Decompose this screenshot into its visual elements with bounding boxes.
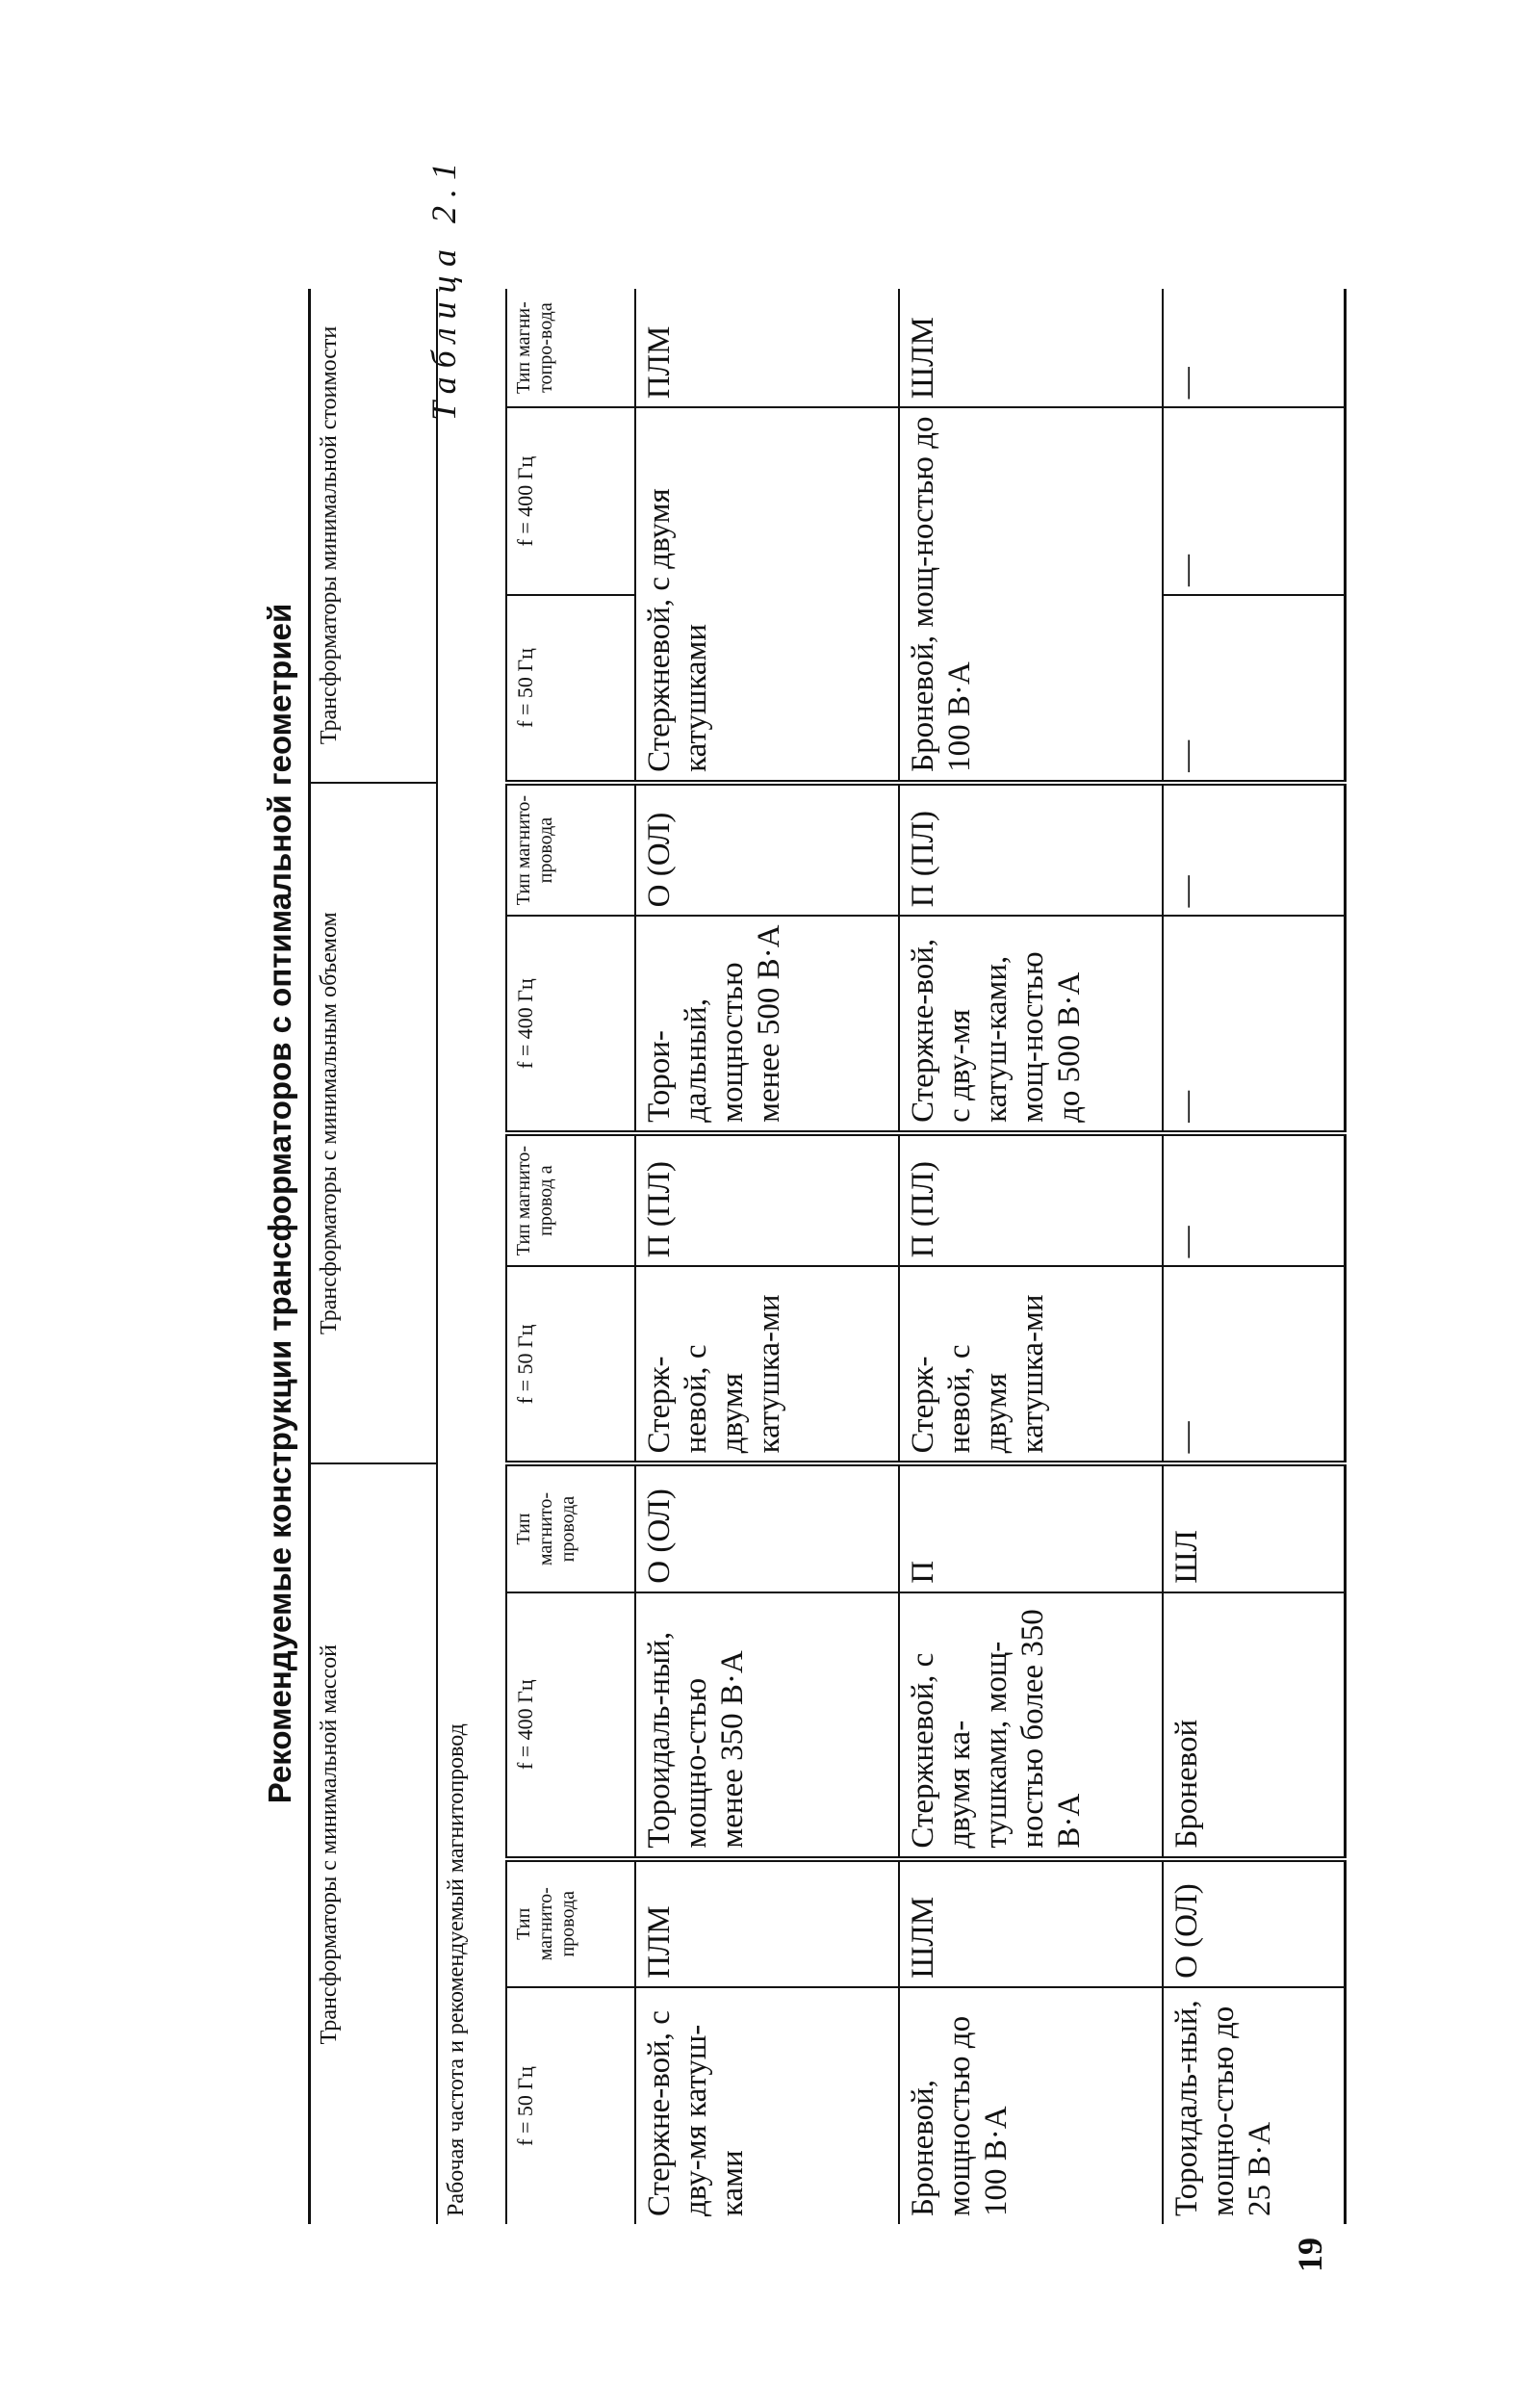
cell-vol-400: Стержне-вой, с дву-мя катуш-ками, мощ-ностью до 500 В·А [899, 916, 1163, 1133]
cell-cost-400: — [1163, 407, 1346, 595]
cell-mass-400: Стержневой, с двумя ка-тушками, мощ-ностью более 350 В·А [899, 1592, 1163, 1859]
cell-vol-50: Стерж-невой, с двумя катушка-ми [899, 1266, 1163, 1463]
subheader-row [437, 289, 506, 2224]
col-vol-400: f = 400 Гц [506, 916, 635, 1133]
cell-mass-400-type: О (ОЛ) [635, 1463, 899, 1592]
cell-mass-50: Тороидаль-ный, мощно-стью до 25 В·А [1163, 1987, 1346, 2224]
column-header-row [506, 289, 635, 2224]
col-mass-400: f = 400 Гц [506, 1592, 635, 1859]
col-vol-50: f = 50 Гц [506, 1266, 635, 1463]
cell-vol-50-type: — [1163, 1133, 1346, 1266]
cell-mass-400-type: ШЛ [1163, 1463, 1346, 1592]
cell-cost-type: — [1163, 289, 1346, 407]
cell-vol-50: — [1163, 1266, 1346, 1463]
cell-vol-400-type: — [1163, 783, 1346, 916]
designs-table [308, 289, 1347, 2224]
cell-vol-400-type: П (ПЛ) [899, 783, 1163, 916]
cell-vol-400: Торои-дальный, мощностью менее 500 В·А [635, 916, 899, 1133]
table-row [899, 289, 1163, 2224]
cell-mass-400: Броневой [1163, 1592, 1346, 1859]
cell-mass-50: Броневой, мощностью до 100 В·А [899, 1987, 1163, 2224]
col-vol-400-type: Тип магнито-провода [506, 783, 635, 916]
cell-mass-50-type: ШЛМ [899, 1859, 1163, 1987]
group-cost-header: Трансформаторы минимальной стоимости [310, 289, 438, 783]
cell-vol-50-type: П (ПЛ) [635, 1133, 899, 1266]
col-mass-50: f = 50 Гц [506, 1987, 635, 2224]
cell-vol-50: Стерж-невой, с двумя катушка-ми [635, 1266, 899, 1463]
col-mass-50-type: Тип магнито-провода [506, 1859, 635, 1987]
cell-mass-400-type: П [899, 1463, 1163, 1592]
group-volume-header: Трансформаторы с минимальным объемом [310, 783, 438, 1464]
col-vol-50-type: Тип магнито-провод а [506, 1133, 635, 1266]
col-cost-400: f = 400 Гц [506, 407, 635, 595]
table-label: Таблица 2.1 [424, 154, 463, 422]
cell-cost-type: ШЛМ [899, 289, 1163, 407]
table-row [1163, 289, 1346, 2224]
cell-mass-50-type: О (ОЛ) [1163, 1859, 1346, 1987]
col-mass-400-type: Тип магнито-провода [506, 1463, 635, 1592]
cell-cost-50-400: Стержневой, с двумя катушками [635, 407, 899, 783]
page-number: 19 [1291, 2238, 1329, 2272]
cell-mass-50-type: ПЛМ [635, 1859, 899, 1987]
cell-cost-50: — [1163, 595, 1346, 783]
table-row [635, 289, 899, 2224]
cell-vol-400-type: О (ОЛ) [635, 783, 899, 916]
cell-mass-400: Тороидаль-ный, мощно-стью менее 350 В·А [635, 1592, 899, 1859]
cell-mass-50: Стержне-вой, с дву-мя катуш-ками [635, 1987, 899, 2224]
cell-vol-400: — [1163, 916, 1346, 1133]
col-cost-50: f = 50 Гц [506, 595, 635, 783]
table-title: Рекомендуемые конструкции трансформаторов с оптимальной геометрией [262, 603, 297, 1804]
cell-cost-type: ПЛМ [635, 289, 899, 407]
group-mass-header: Трансформаторы с минимальной массой [310, 1463, 438, 2224]
cell-vol-50-type: П (ПЛ) [899, 1133, 1163, 1266]
group-header-row [310, 289, 438, 2224]
col-cost-type: Тип магни-топро-вода [506, 289, 635, 407]
cell-cost-50-400: Броневой, мощ-ностью до 100 В·А [899, 407, 1163, 783]
frequency-subheader: Рабочая частота и рекомендуемый магнитопровод [437, 289, 506, 2224]
